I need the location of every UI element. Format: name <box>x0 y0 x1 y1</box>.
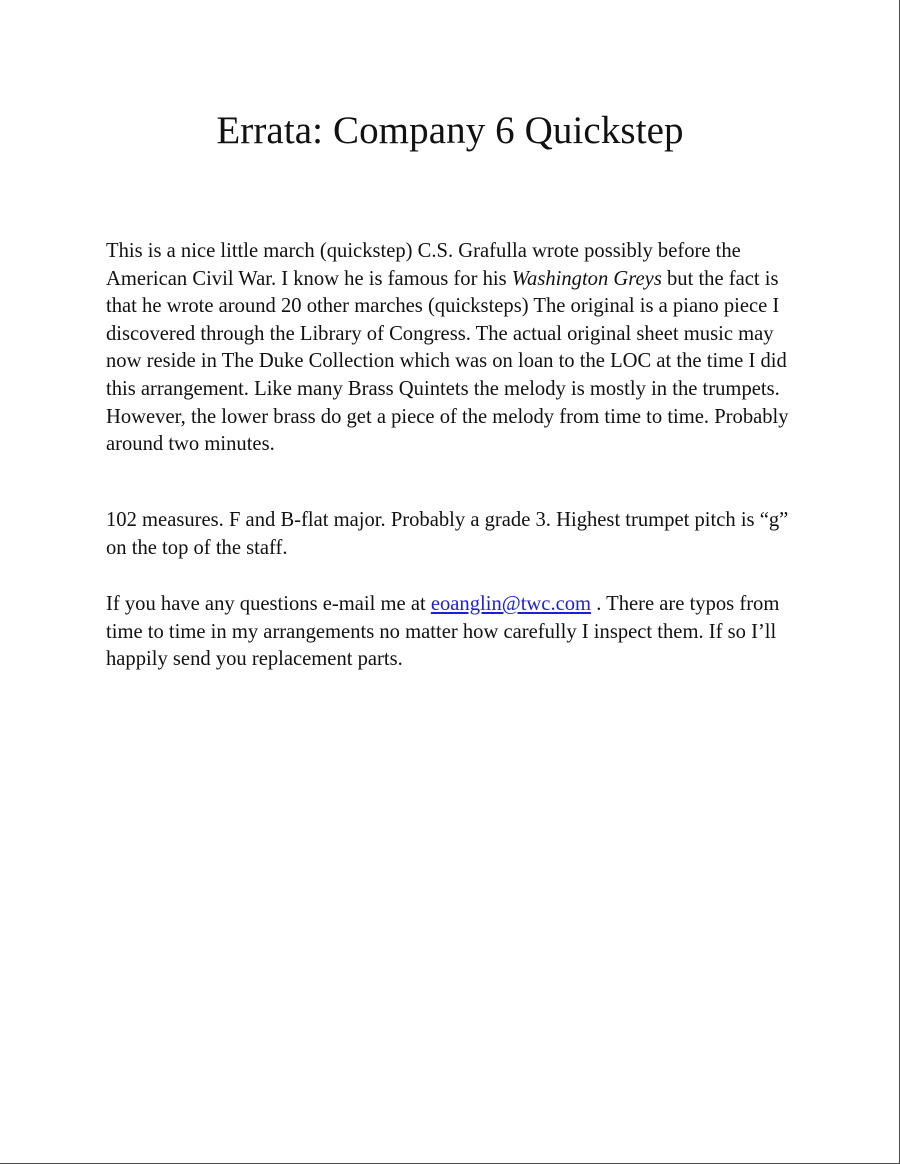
description-text-start: This is a nice little march (quickstep) C.S. Grafulla wrote possibly before the American Civil War. I know he is famous for his <box>106 240 741 290</box>
piece-title-italic: Washington Greys <box>511 267 662 290</box>
description-paragraph <box>106 238 796 459</box>
specs-paragraph: 102 measures. F and B-flat major. Probably a grade 3. Highest trumpet pitch is “g” on the top of the staff. <box>106 509 789 559</box>
page-title: Errata: Company 6 Quickstep <box>216 109 684 152</box>
email-link[interactable]: eoanglin@twc.com <box>430 593 592 615</box>
description-text-end: but the fact is that he wrote around 20 other marches (quicksteps) The original is a piano piece I discovered through the Library of Congress. The actual original sheet music may now reside in The Duke Collection which was on loan to the LOC at the time I did this arrangement. Like many Brass Quintets the melody is mostly in the trumpets. However, the lower brass do get a piece of the melody from time to time. Probably around two minutes. <box>106 267 789 456</box>
contact-text-end: . There are typos from time to time in my arrangements no matter how carefully I inspect them. If so I’ll happily send you replacement parts. <box>106 593 780 671</box>
contact-text-start: If you have any questions e-mail me at <box>106 593 431 615</box>
contact-paragraph <box>106 591 796 674</box>
